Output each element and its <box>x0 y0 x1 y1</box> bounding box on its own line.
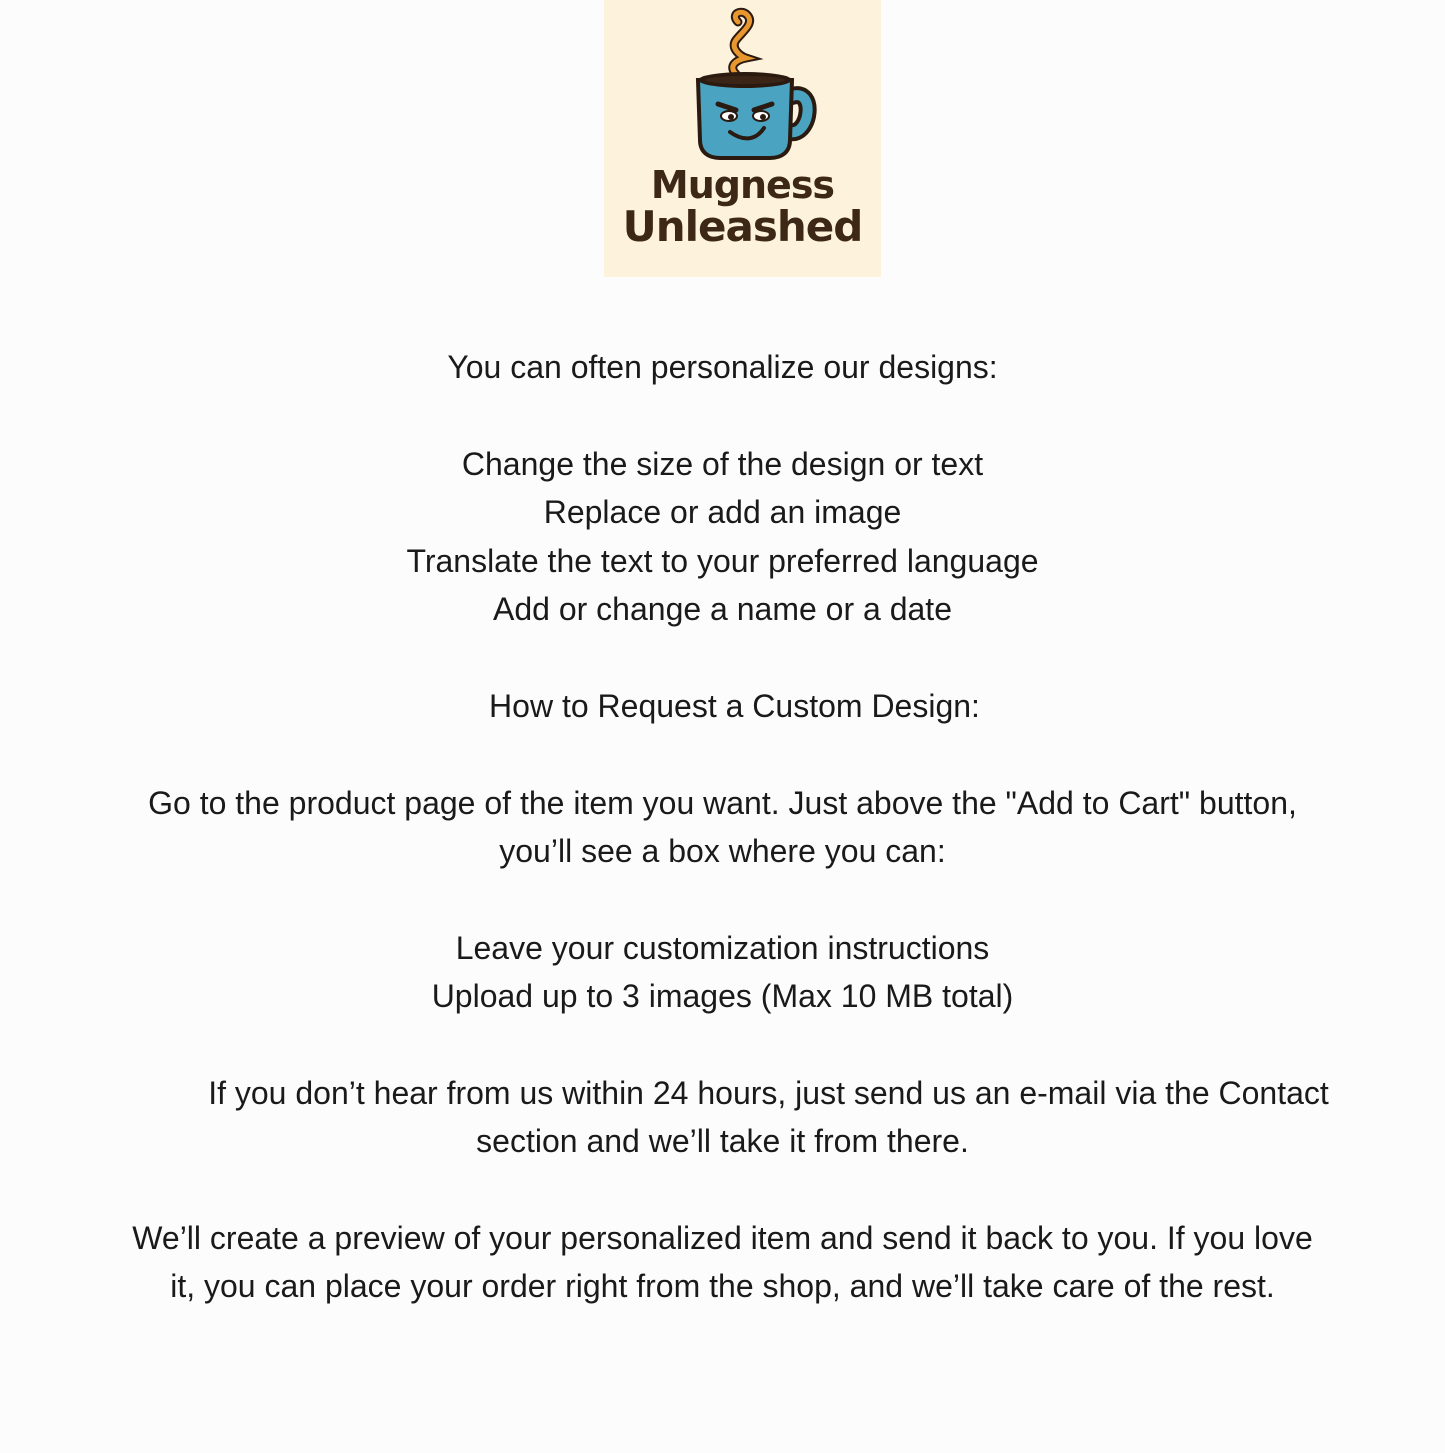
intro-text: You can often personalize our designs: <box>447 349 998 385</box>
option-item: Translate the text to your preferred language <box>406 543 1039 579</box>
closing-paragraph-line: it, you can place your order right from the shop, and we’ll take care of the rest. <box>170 1268 1275 1304</box>
option-item: Replace or add an image <box>543 494 902 530</box>
how-to-heading: How to Request a Custom Design: <box>489 688 980 724</box>
option-item: Change the size of the design or text <box>461 446 984 482</box>
step-paragraph-line: you’ll see a box where you can: <box>499 833 946 869</box>
brand-name-line1: Mugness <box>650 163 835 207</box>
box-option-item: Upload up to 3 images (Max 10 MB total) <box>431 978 1014 1014</box>
smiling-coffee-mug-icon <box>604 0 881 170</box>
contact-paragraph-line: If you don’t hear from us within 24 hours, just send us an e-mail via the Contact <box>208 1075 1329 1111</box>
box-option-item: Leave your customization instructions <box>455 930 990 966</box>
closing-paragraph-line: We’ll create a preview of your personalized item and send it back to you. If you love <box>132 1220 1313 1256</box>
step-paragraph-line: Go to the product page of the item you want. Just above the "Add to Cart" button, <box>148 785 1297 821</box>
contact-paragraph-line: section and we’ll take it from there. <box>476 1123 969 1159</box>
brand-name-line2: Unleashed <box>622 202 863 251</box>
option-item: Add or change a name or a date <box>493 591 952 627</box>
brand-logo <box>604 0 881 277</box>
